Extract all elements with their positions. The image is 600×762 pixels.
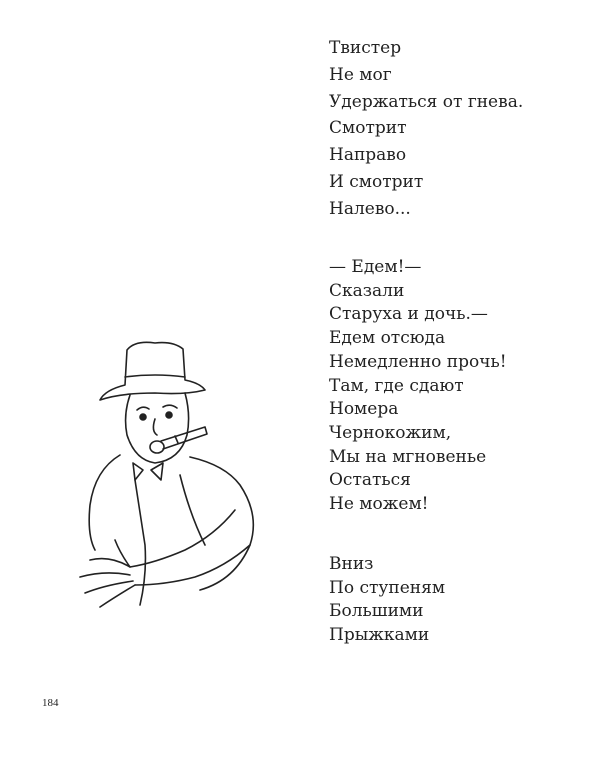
- stanza-2: [329, 256, 507, 517]
- verse-line: Не можем!: [329, 494, 429, 515]
- verse-line: Прыжками: [329, 625, 430, 646]
- verse-line: Твистер: [329, 38, 402, 58]
- verse-line: Большими: [329, 601, 424, 622]
- verse-line: — Едем!—: [329, 257, 422, 277]
- verse-line: Смотрит: [329, 118, 407, 139]
- verse-line: Сказали: [329, 280, 405, 301]
- verse-line: Там, где сдают: [329, 375, 464, 396]
- verse-line: И смотрит: [329, 171, 424, 192]
- stanza-3: [329, 553, 445, 648]
- verse-line: Немедленно прочь!: [329, 351, 507, 372]
- verse-line: Едем отсюда: [329, 328, 446, 349]
- verse-line: Остаться: [329, 470, 411, 491]
- verse-line: По ступеням: [329, 577, 446, 598]
- verse-line: Мы на мгновенье: [329, 446, 487, 467]
- verse-line: Удержаться от гнева.: [329, 91, 524, 112]
- verse-line: Направо: [329, 145, 407, 166]
- verse-line: Чернокожим,: [329, 422, 452, 443]
- page-number: 184: [42, 697, 59, 709]
- stanza-1: [329, 35, 523, 223]
- verse-line: Старуха и дочь.—: [329, 304, 488, 325]
- man-with-cigar-illustration: [75, 335, 275, 630]
- verse-line: Налево...: [329, 198, 411, 219]
- verse-line: Не мог: [329, 64, 392, 85]
- verse-line: Номера: [329, 399, 399, 420]
- verse-line: Вниз: [329, 554, 374, 574]
